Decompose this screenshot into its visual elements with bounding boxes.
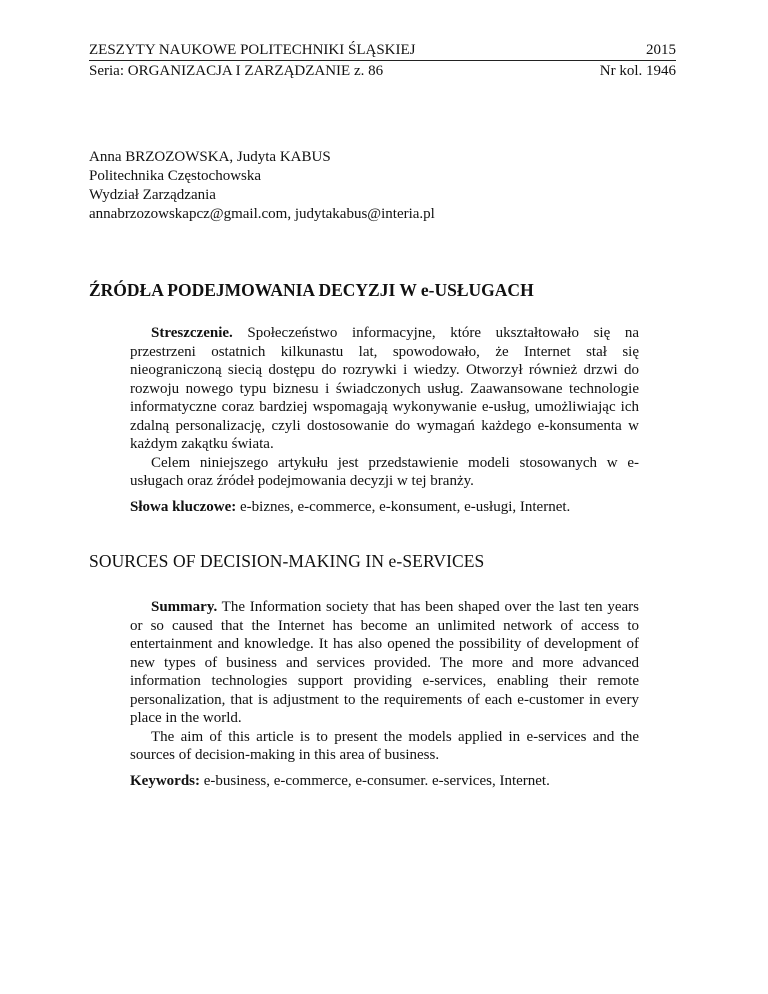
abstract-polish-label: Streszczenie. xyxy=(151,325,233,341)
keywords-english-text: e-business, e-commerce, e-consumer. e-services, Internet. xyxy=(200,772,550,789)
abstract-polish-aim: Celem niniejszego artykułu jest przedstawienie modeli stosowanych w e-usługach oraz źródeł podejmowania decyzji w tej branży. xyxy=(130,454,639,489)
abstract-english-text: The Information society that has been shaped over the last ten years or so caused that the Internet has become an unlimited network of access to entertainment and knowledge. It has also opened the possibility of development of new types of business and services provided. The more and more advanced information technologies support providing e-services, enabling their remote personalization, that is adjustment to the requirements of each e-customer in every place in the world. xyxy=(130,599,639,726)
author-department: Wydział Zarządzania xyxy=(89,187,216,203)
author-affiliation: Politechnika Częstochowska xyxy=(89,168,262,184)
running-header-top-row xyxy=(89,40,676,60)
abstract-polish xyxy=(130,324,639,516)
running-header-bottom-row xyxy=(89,61,676,81)
abstract-polish-paragraph xyxy=(130,324,639,454)
abstract-polish-text: Społeczeństwo informacyjne, które ukształtowało się na przestrzeni ostatnich kilkunastu lat, spowodowało, że Internet stał się nieograniczoną siecią dostępu do rozrywki i wiedzy. Otworzył również drzwi do rozwoju nowego typu biznesu i świadczonych usług. Zaawansowane technologie informatyczne coraz bardziej wspomagają wykonywanie e-usług, umożliwiając ich zdalną personalizację, czyli dostosowanie do wymagań każdego e-konsumenta w każdym zakątku świata. xyxy=(130,325,639,452)
keywords-polish xyxy=(130,498,639,517)
abstract-english-paragraph xyxy=(130,598,639,728)
keywords-polish-text: e-biznes, e-commerce, e-konsument, e-usługi, Internet. xyxy=(236,498,571,515)
keywords-english xyxy=(130,772,639,791)
author-names: Anna BRZOZOWSKA, Judyta KABUS xyxy=(89,149,331,165)
article-title-english: SOURCES OF DECISION-MAKING IN e-SERVICES xyxy=(89,551,485,571)
abstract-english-label: Summary. xyxy=(151,599,218,615)
author-block xyxy=(89,148,435,224)
abstract-english-aim: The aim of this article is to present the models applied in e-services and the sources of decision-making in this area of business. xyxy=(130,728,639,763)
running-header xyxy=(89,40,676,81)
publication-year: 2015 xyxy=(646,42,676,58)
keywords-english-label: Keywords: xyxy=(130,772,200,789)
author-emails: annabrzozowskapcz@gmail.com, judytakabus@interia.pl xyxy=(89,206,435,222)
keywords-polish-label: Słowa kluczowe: xyxy=(130,498,237,515)
series-info: Seria: ORGANIZACJA I ZARZĄDZANIE z. 86 xyxy=(89,63,384,79)
issue-number: Nr kol. 1946 xyxy=(599,63,676,79)
abstract-english xyxy=(130,598,639,790)
journal-name: ZESZYTY NAUKOWE POLITECHNIKI ŚLĄSKIEJ xyxy=(89,42,416,58)
article-title-polish: ŹRÓDŁA PODEJMOWANIA DECYZJI W e-USŁUGACH xyxy=(89,280,534,300)
